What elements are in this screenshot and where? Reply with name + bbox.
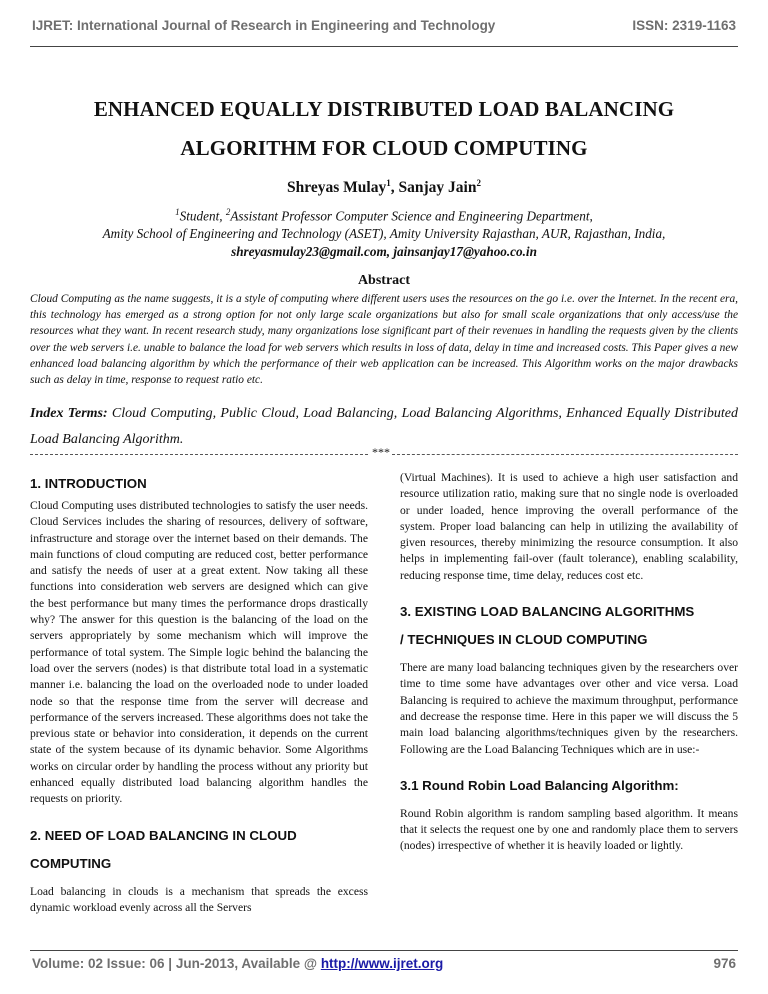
affil-sup-2: 2 xyxy=(225,207,231,217)
right-column xyxy=(400,470,738,869)
affil-role-2: Assistant Professor Computer Science and Engineering Department, xyxy=(230,208,593,224)
separator-stars: *** xyxy=(372,445,390,459)
running-footer xyxy=(30,950,738,977)
author-1: Shreyas Mulay xyxy=(287,179,387,197)
section-3-paragraph: There are many load balancing techniques given by the researchers over time to time some have advantages over other and vice versa. Load Balancing is required to achieve the maximum throughput, performance and decrease the response time. Here in this paper we will discuss the 5 main load balancing algorithms/techniques given by the researchers. Following are the Load Balancing Techniques which are in use:- xyxy=(400,661,738,756)
separator-line-right xyxy=(392,454,738,455)
affil-sup-1: 1 xyxy=(175,207,180,217)
page-number: 976 xyxy=(713,956,736,971)
section-1-heading: 1. INTRODUCTION xyxy=(30,476,147,491)
affil-role-1: Student, xyxy=(179,208,226,224)
section-1-paragraph: Cloud Computing uses distributed technologies to satisfy the user needs. Cloud Services includes the sharing of resources, delivery of software, infrastructure and storage over the internet based on their demands. The main functions of cloud computing are reduced cost, better performance and satisfy the needs of user at a great extent. Now taking all these functions into consideration web servers are designed which can give the best performance but many times the performance drops drastically why? The answer for this question is the balancing of the load on the servers appropriately by some mechanism which will improve the performance of total system. The Simple logic behind the balancing the load over the servers (nodes) is that distribute total load in a systematic manner i.e. balancing the load on the overloaded node to under loaded node so that the response time from the server will decrease and performance of the servers increased. These algorithms does not take the previous state or behavior into consideration, it depends on the current state of the system because of its dynamic behavior. Some Algorithms works on circular order by handling the process without any priority but enhanced equally distributed load balancing algorithm handles the requests on priority. xyxy=(30,499,368,806)
author-separator: , xyxy=(390,179,399,197)
running-header xyxy=(30,6,738,47)
author-emails[interactable]: shreyasmulay23@gmail.com, jainsanjay17@yahoo.co.in xyxy=(231,244,537,260)
journal-url-link[interactable]: http://www.ijret.org xyxy=(320,956,444,971)
author-1-sup: 1 xyxy=(386,178,391,188)
section-separator xyxy=(30,445,738,460)
abstract-text: Cloud Computing as the name suggests, it is a style of computing where different users uses the resources on the go i.e. over the Internet. In the recent era, this technology has emerged as a strong option for not only large scale organizations but also for small scale organizations that only access/use the resources what they want. In recent research study, many organizations lose significant part of their revenues in handling the requests given by the clients over the web servers i.e. unable to balance the load for web servers which results in loss of data, delay in time and increased costs. This Paper gives a new enhanced load balancing algorithm by which the performance of their web application can be increased. This Algorithm works on the major drawbacks such as delay in time, response to request ratio etc. xyxy=(30,293,738,387)
abstract-heading: Abstract xyxy=(357,273,411,288)
author-2-sup: 2 xyxy=(476,178,481,188)
affiliation-line-2: Amity School of Engineering and Technology (ASET), Amity University Rajasthan, AUR, Rajasthan, India, xyxy=(102,226,666,242)
volume-text: Volume: 02 Issue: 06 | Jun-2013, Available @ xyxy=(32,956,321,971)
title-line-2: ALGORITHM FOR CLOUD COMPUTING xyxy=(180,136,588,160)
separator-line-left xyxy=(30,454,368,455)
affiliation-line-1 xyxy=(30,203,738,225)
index-terms-text: Cloud Computing, Public Cloud, Load Balancing, Load Balancing Algorithms, Enhanced Equally Distributed Load Balancing Algorithm. xyxy=(30,406,738,447)
author-2: Sanjay Jain xyxy=(398,179,477,197)
section-2-heading-line-1: 2. NEED OF LOAD BALANCING IN CLOUD xyxy=(30,827,297,843)
journal-name: IJRET: International Journal of Research in Engineering and Technology xyxy=(32,18,496,33)
title-line-1: ENHANCED EQUALLY DISTRIBUTED LOAD BALANCING xyxy=(93,97,675,121)
section-2-paragraph: Load balancing in clouds is a mechanism that spreads the excess dynamic workload evenly across all the Servers xyxy=(30,884,368,914)
section-3-1-paragraph: Round Robin algorithm is random sampling based algorithm. It means that it selects the request one by one and randomly place them to servers (nodes) irrespective of whether it is heavily loaded or lightly. xyxy=(400,806,738,853)
affiliation xyxy=(30,203,738,261)
volume-info xyxy=(32,956,443,971)
section-3-heading-line-2: / TECHNIQUES IN CLOUD COMPUTING xyxy=(400,632,648,648)
section-3-1-heading: 3.1 Round Robin Load Balancing Algorithm: xyxy=(400,777,679,793)
issn: ISSN: 2319-1163 xyxy=(632,18,736,33)
left-column xyxy=(30,470,368,930)
section-2-heading-line-2: COMPUTING xyxy=(30,855,112,871)
author-list xyxy=(30,178,738,197)
section-3-heading-line-1: 3. EXISTING LOAD BALANCING ALGORITHMS xyxy=(400,604,695,620)
section-2-paragraph-cont: (Virtual Machines). It is used to achieve a high user satisfaction and resource utilization ratio, making sure that no single node is overloaded or under loaded, hence improving the overall performance of the system. Proper load balancing can help in utilizing the availability of given resources, thereby minimizing the resource consumption. It also helps in implementing fail-over (fault tolerance), enabling scalability, reducing response time, time delay, reduces cost etc. xyxy=(400,471,738,582)
paper-title xyxy=(30,90,738,168)
index-terms-label: Index Terms: xyxy=(30,406,108,421)
